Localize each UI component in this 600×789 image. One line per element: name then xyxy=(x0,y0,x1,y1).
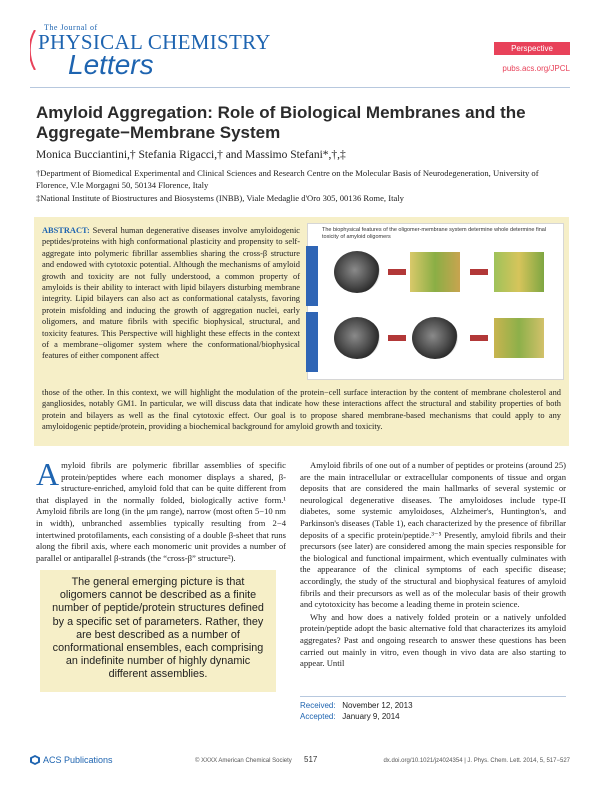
abstract-body-2: those of the other. In this context, we will highlight the modulation of the protein−cell surface interaction by the content of membrane cholesterol and gangliosides, notably GM1. In particular, we will discuss data that indicate how these interactions affect the structural and stability properties of both protein and bilayers as well as the final cytotoxic effect. Our goal is to propose shared membrane-based mechanisms that could apply to any amyloidogenic peptide/protein, providing a biochemical background for amyloid growth and toxicity. xyxy=(42,388,561,432)
left-column-text xyxy=(36,456,286,564)
toc-graphic-title: The biophysical features of the oligomer-membrane system determine whole determine final toxicity of amyloid oligomers xyxy=(322,227,547,240)
toc-image-oligomer xyxy=(404,312,466,364)
pull-quote-text: The general emerging picture is that oligomers cannot be described as a finite number of peptide/protein structures defined by a specific set of parameters. Rather, they are best described as a number of conformational ensembles, each comprising an indefinite number of highly dynamic different assemblies. xyxy=(52,576,264,681)
publisher-name: ACS Publications xyxy=(43,755,113,765)
toc-image-cells xyxy=(488,312,550,364)
accepted-date: January 9, 2014 xyxy=(342,712,400,721)
abstract-heading: ABSTRACT: xyxy=(42,226,90,235)
membrane-image xyxy=(410,252,460,292)
toc-image-oligomer xyxy=(326,312,388,364)
left-column-paragraph: myloid fibrils are polymeric fibrillar assemblies of specific protein/peptides where each monomer displays a shared, β-structure-enriched, amyloid fold that can be quite different from that displayed in the normally folded, biologically active form.¹ Amyloid fibrils are long (in the μm range), narrow (most often 5−10 nm in width), unbranched assemblies typically resulting from 2−4 intertwined protofilaments, each consisting of a double β-sheet that runs along the fibril axis, where each monomeric unit provides a number of parallel or antiparallel β-strands (the “cross-β” structure²). xyxy=(36,460,286,563)
publisher-logo xyxy=(30,755,113,765)
page-footer xyxy=(30,755,570,769)
section-tag: Perspective xyxy=(494,42,570,55)
abstract-body-1: Several human degenerative diseases involve amyloidogenic peptides/proteins with high conformational plasticity and propensity to self-aggregate into polymeric fibrillar assemblies sharing the cross-β structure and endowed with cytotoxic potential. Although the mechanisms of amyloid growth and toxicity are not fully understood, a common property of amyloids is their ability to interact with lipid bilayers disturbing membrane integrity. Lipid bilayers can also act as conformational catalysts, favoring protein misfolding and inducing the growth of aggregation nuclei, early oligomers, and mature fibrils with specific biophysical, structural, and toxicity features. This Perspective will highlight these effects in the context of a membrane−oligomer system where the conformational/biophysical features of either component affect xyxy=(42,226,301,361)
arrow-icon xyxy=(470,335,488,341)
right-column-paragraph-1: Amyloid fibrils of one out of a number of peptides or proteins (around 25) are the main intracellular or extracellular components of tissue and organ deposits that are considered the main hallmarks of several systemic or neurological degenerative diseases. The amyloidoses include type-II diabetes, some systemic amyloidoses, Alzheimer's, Huntington's, and Parkinson's diseases (Table 1), each characterized by the presence of fibrillar deposits of a specific protein/peptide.³⁻⁵ Presently, amyloid fibrils and their precursors (see later) are considered among the main species responsible for the biological and functional impairment, which eventually culminates with the appearance of the clinical symptoms of each specific disease; accordingly, the study of the structural and biophysical features of amyloid fibrils and their precursors as well as of the molecular basis of their growth and cytotoxicity has become a leading theme in protein science. xyxy=(300,460,566,610)
right-column-paragraph-2: Why and how does a natively folded protein or a natively unfolded protein/peptide adopt the basic alternative fold that characterizes its amyloid aggregates? Past and ongoing research to answer these questions has been carried out mainly in vitro, even though in vivo data are also starting to appear. Until xyxy=(300,611,566,669)
toc-side-label xyxy=(306,312,318,372)
toc-side-label xyxy=(306,246,318,306)
dates-rule xyxy=(300,696,566,697)
arrow-icon xyxy=(388,269,406,275)
affiliation-2: ‡National Institute of Biostructures and Biosystems (INBB), Viale Medaglie d'Oro 305, 00136 Rome, Italy xyxy=(36,193,404,203)
abstract-text-part1 xyxy=(42,225,300,362)
toc-graphic xyxy=(307,223,564,380)
cells-image xyxy=(494,318,544,358)
oligomer-image xyxy=(334,317,380,359)
acs-hexagon-icon xyxy=(30,755,40,765)
cells-image xyxy=(494,252,544,292)
pull-quote-box xyxy=(40,570,276,692)
affiliation-1: †Department of Biomedical Experimental and Clinical Sciences and Research Centre on the Molecular Basis of Neurodegeneration, University of Florence, V.le Morgagni 50, 50134 Florence, Italy xyxy=(36,168,539,190)
journal-logo xyxy=(30,24,271,79)
author-list: Monica Bucciantini,† Stefania Rigacci,† and Massimo Stefani*,†,‡ xyxy=(36,149,346,161)
copyright: © XXXX American Chemical Society xyxy=(195,758,292,764)
header-rule xyxy=(30,87,570,88)
journal-the: The Journal of xyxy=(44,23,98,32)
journal-url[interactable]: pubs.acs.org/JPCL xyxy=(502,64,570,73)
abstract-box xyxy=(34,217,569,446)
doi-link[interactable]: dx.doi.org/10.1021/jz4024354 | J. Phys. Chem. Lett. 2014, 5, 517−527 xyxy=(383,758,570,764)
arrow-icon xyxy=(470,269,488,275)
toc-image-cells xyxy=(488,246,550,298)
accepted-label: Accepted: xyxy=(300,712,336,721)
article-title: Amyloid Aggregation: Role of Biological Membranes and the Aggregate−Membrane System xyxy=(36,103,526,142)
dates-block xyxy=(300,700,413,722)
right-column-text xyxy=(300,460,566,670)
toc-image-oligomer xyxy=(326,246,388,298)
journal-letters: Letters xyxy=(68,49,154,80)
arrow-icon xyxy=(388,335,406,341)
journal-name: PHYSICAL CHEMISTRY xyxy=(38,30,271,54)
oligomer-image xyxy=(334,251,380,293)
received-label: Received: xyxy=(300,701,336,710)
logo-swoosh-icon xyxy=(30,30,36,70)
received-date: November 12, 2013 xyxy=(342,701,413,710)
page-number: 517 xyxy=(304,755,318,764)
drop-cap: A xyxy=(36,456,60,492)
oligomer-image xyxy=(412,317,458,359)
toc-image-membrane xyxy=(404,246,466,298)
